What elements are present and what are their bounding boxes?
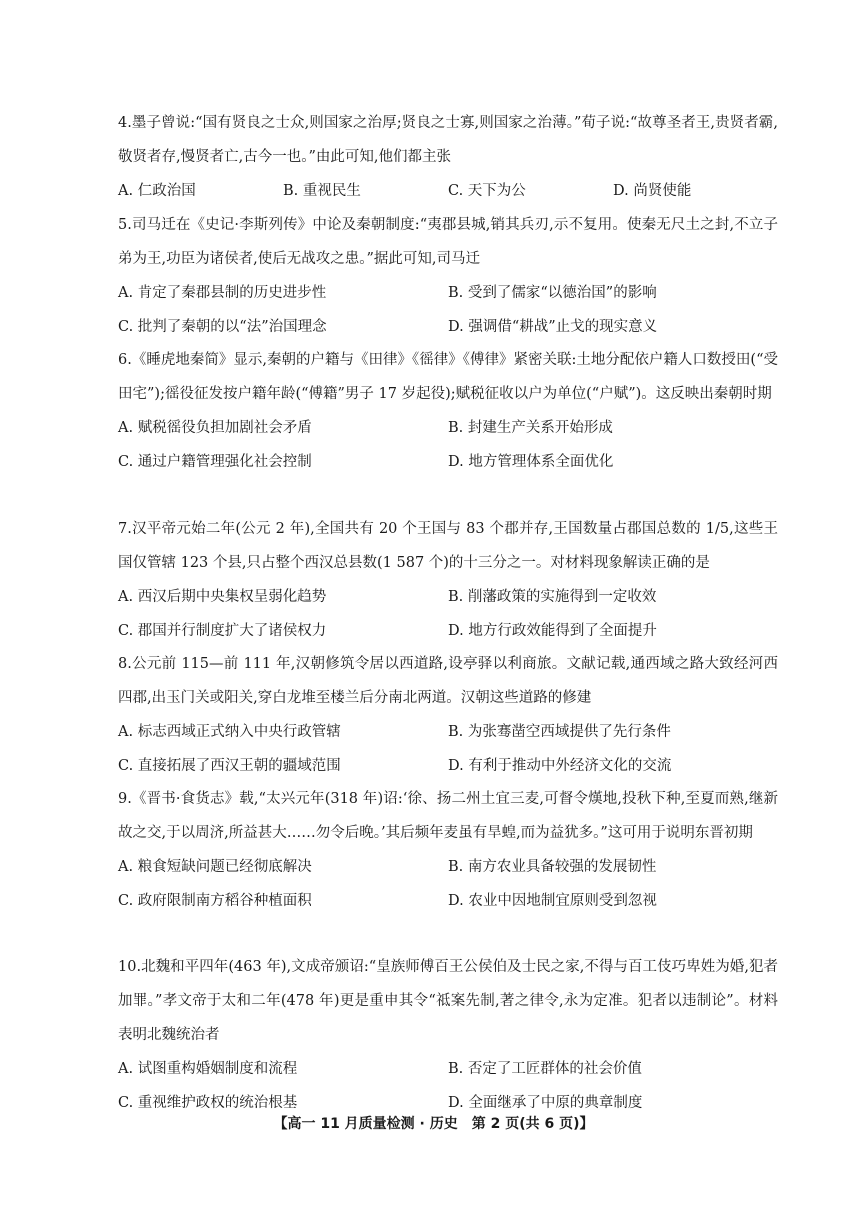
options-row xyxy=(118,276,778,310)
option-d: D. 地方行政效能得到了全面提升 xyxy=(448,623,657,639)
option-b: B. 封建生产关系开始形成 xyxy=(448,420,613,436)
option-d: D. 地方管理体系全面优化 xyxy=(448,454,614,470)
options-row xyxy=(118,445,778,479)
option-b: B. 重视民生 xyxy=(283,183,361,199)
options-row xyxy=(118,850,778,884)
question-stem: 9.《晋书·食货志》载,“太兴元年(318 年)诏:‘徐、扬二州土宜三麦,可督令熯地,投秋下种,至夏而熟,继新故之交,于以周济,所益甚大……勿令后晚。’其后频年麦虽有旱蝗,而为益犹多。”这可用于说明东晋初期 xyxy=(118,791,778,841)
option-b: B. 否定了工匠群体的社会价值 xyxy=(448,1061,642,1077)
option-d: D. 全面继承了中原的典章制度 xyxy=(448,1095,643,1111)
option-a: A. 肯定了秦郡县制的历史进步性 xyxy=(118,285,327,301)
option-a: A. 试图重构婚姻制度和流程 xyxy=(118,1061,298,1077)
option-d: D. 强调借“耕战”止戈的现实意义 xyxy=(448,319,658,335)
options-row xyxy=(118,411,778,445)
question-stem: 4.墨子曾说:“国有贤良之士众,则国家之治厚;贤良之士寡,则国家之治薄。”荀子说:“故尊圣者王,贵贤者霸,敬贤者存,慢贤者亡,古今一也。”由此可知,他们都主张 xyxy=(118,115,778,165)
option-d: D. 尚贤使能 xyxy=(613,183,692,199)
question-stem: 10.北魏和平四年(463 年),文成帝颁诏:“皇族师傅百王公侯伯及士民之家,不得与百工伎巧卑姓为婚,犯者加罪。”孝文帝于太和二年(478 年)更是重申其令“祗案先制,著之律令,永为定准。犯者以违制论”。材料表明北魏统治者 xyxy=(118,959,778,1043)
question-10 xyxy=(118,950,778,1120)
option-a: A. 粮食短缺问题已经彻底解决 xyxy=(118,859,312,875)
option-c: C. 通过户籍管理强化社会控制 xyxy=(118,454,312,470)
option-c: C. 批判了秦朝的以“法”治国理念 xyxy=(118,319,327,335)
option-d: D. 有利于推动中外经济文化的交流 xyxy=(448,758,672,774)
question-stem: 8.公元前 115—前 111 年,汉朝修筑令居以西道路,设亭驿以利商旅。文献记载,通西域之路大致经河西四郡,出玉门关或阳关,穿白龙堆至楼兰后分南北两道。汉朝这些道路的修建 xyxy=(118,656,778,706)
options-row xyxy=(118,749,778,783)
option-b: B. 受到了儒家“以德治国”的影响 xyxy=(448,285,657,301)
question-stem: 6.《睡虎地秦简》显示,秦朝的户籍与《田律》《徭律》《傅律》紧密关联:土地分配依户籍人口数授田(“受田宅”);徭役征发按户籍年龄(“傅籍”男子 17 岁起役);赋税征收以户为单位(“户赋”)。这反映出秦朝时期 xyxy=(118,352,778,402)
question-stem: 5.司马迁在《史记·李斯列传》中论及秦朝制度:“夷郡县城,销其兵刃,示不复用。使秦无尺土之封,不立子弟为王,功臣为诸侯者,使后无战攻之患。”据此可知,司马迁 xyxy=(118,217,778,267)
options-row xyxy=(118,715,778,749)
question-stem: 7.汉平帝元始二年(公元 2 年),全国共有 20 个王国与 83 个郡并存,王国数量占郡国总数的 1/5,这些王国仅管辖 123 个县,只占整个西汉总县数(1 587 个)的十三分之一。对材料现象解读正确的是 xyxy=(118,521,778,571)
option-c: C. 重视维护政权的统治根基 xyxy=(118,1095,298,1111)
option-c: C. 天下为公 xyxy=(448,183,526,199)
question-5 xyxy=(118,208,778,344)
option-a: A. 西汉后期中央集权呈弱化趋势 xyxy=(118,589,327,605)
question-8 xyxy=(118,647,778,783)
options-row xyxy=(118,310,778,344)
option-a: A. 赋税徭役负担加剧社会矛盾 xyxy=(118,420,312,436)
options-row xyxy=(118,1052,778,1086)
option-c: C. 郡国并行制度扩大了诸侯权力 xyxy=(118,623,327,639)
option-c: C. 政府限制南方稻谷种植面积 xyxy=(118,893,312,909)
option-a: A. 标志西域正式纳入中央行政管辖 xyxy=(118,724,341,740)
options-row xyxy=(118,174,778,208)
option-a: A. 仁政治国 xyxy=(118,183,196,199)
question-4 xyxy=(118,106,778,208)
options-row xyxy=(118,580,778,614)
question-7 xyxy=(118,512,778,648)
question-6 xyxy=(118,343,778,479)
option-c: C. 直接拓展了西汉王朝的疆域范围 xyxy=(118,758,341,774)
option-b: B. 削藩政策的实施得到一定收效 xyxy=(448,589,657,605)
option-b: B. 为张骞凿空西域提供了先行条件 xyxy=(448,724,671,740)
option-d: D. 农业中因地制宜原则受到忽视 xyxy=(448,893,657,909)
options-row xyxy=(118,884,778,918)
page-footer: 【高一 11 月质量检测 · 历史 第 2 页(共 6 页)】 xyxy=(273,1116,594,1132)
options-row xyxy=(118,614,778,648)
question-9 xyxy=(118,782,778,918)
option-b: B. 南方农业具备较强的发展韧性 xyxy=(448,859,657,875)
